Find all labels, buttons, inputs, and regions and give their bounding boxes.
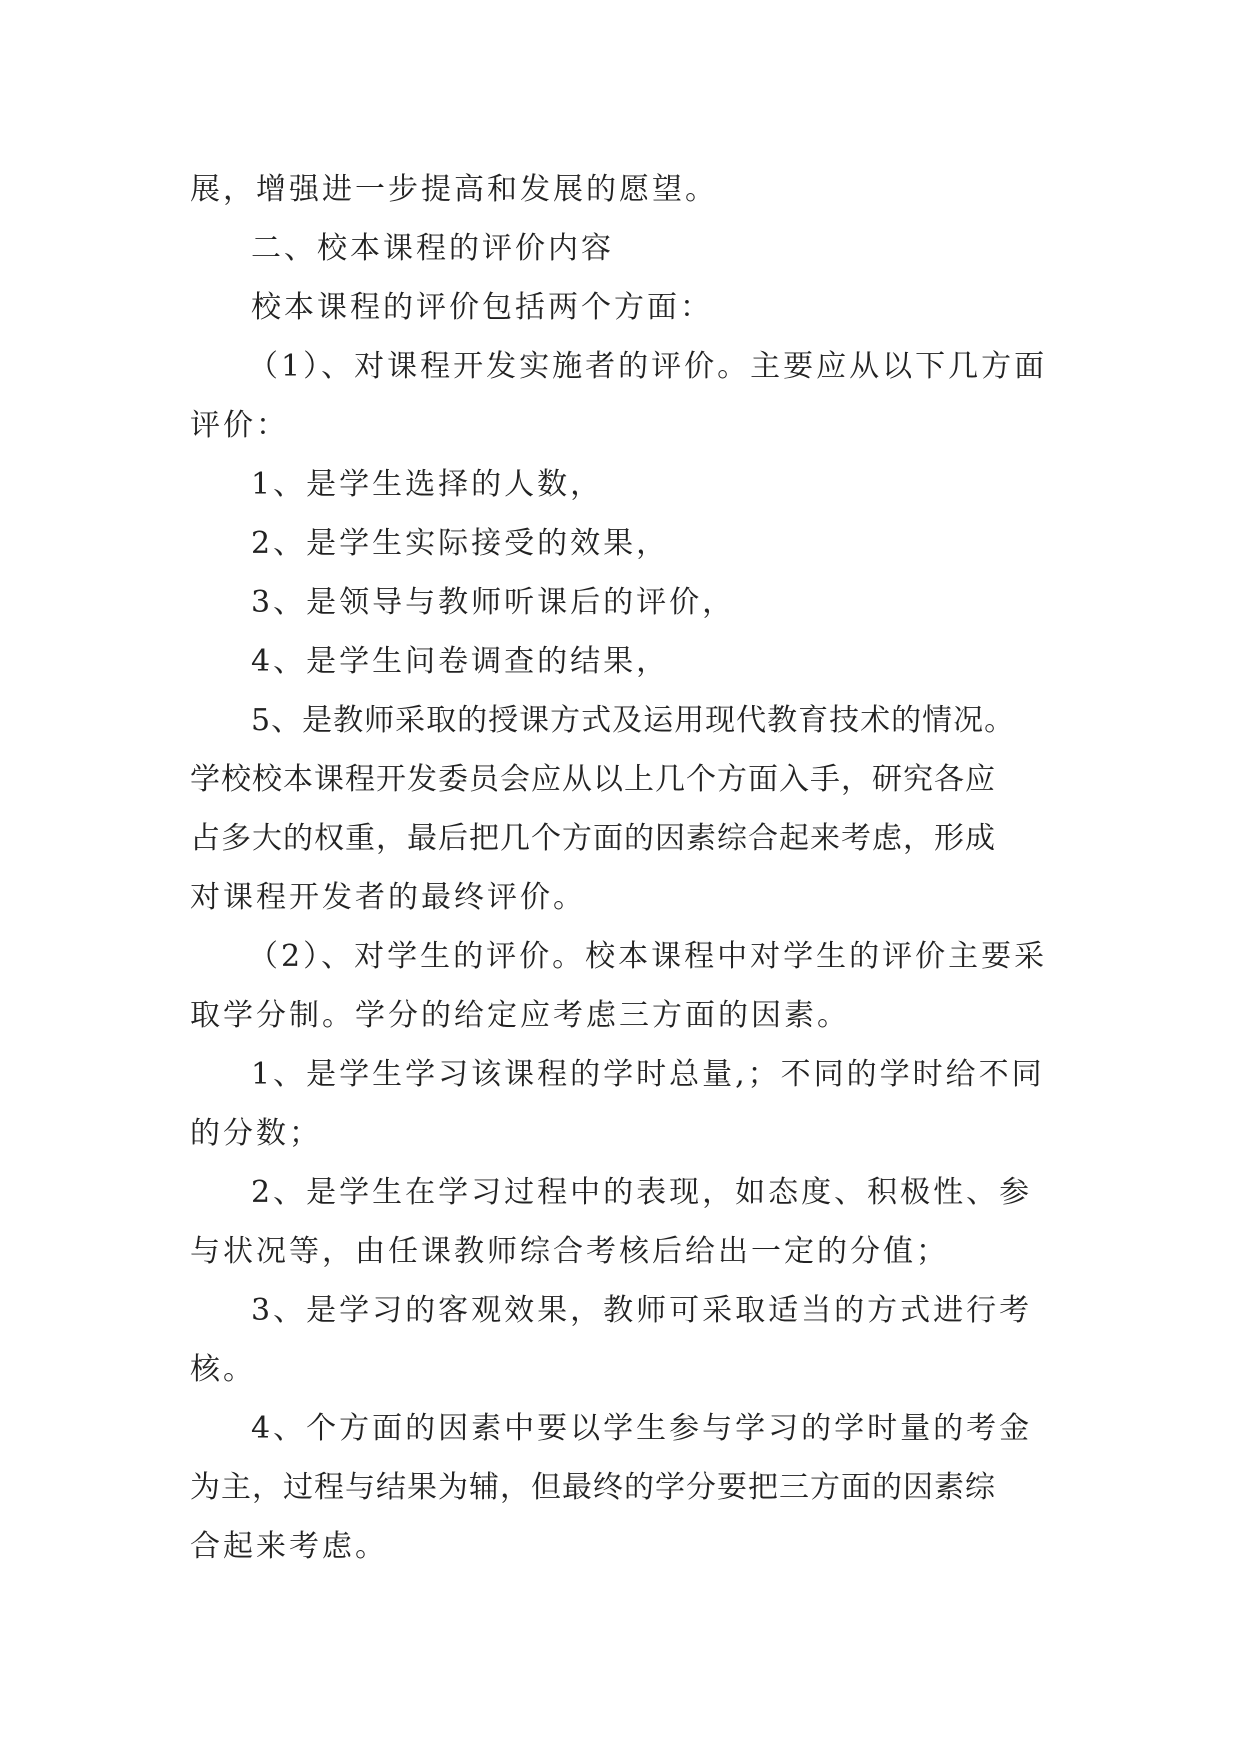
text-line: 对课程开发者的最终评价。 <box>190 880 586 915</box>
document-body <box>190 160 1060 1576</box>
text-line: 的分数； <box>190 1116 322 1151</box>
subsection-heading: （2）、对学生的评价。校本课程中对学生的评价主要采 <box>248 939 1048 974</box>
section-heading: 二、校本课程的评价内容 <box>251 231 614 266</box>
text-line: 评价： <box>190 408 289 443</box>
list-item: 5、是教师采取的授课方式及运用现代教育技术的情况。 <box>251 703 1016 738</box>
text-line: 核。 <box>190 1352 256 1387</box>
list-item: 3、是学习的客观效果，教师可采取适当的方式进行考 <box>251 1293 1033 1328</box>
text-line: 学校校本课程开发委员会应从以上几个方面入手，研究各应 <box>190 762 996 797</box>
text-line: 合起来考虑。 <box>190 1529 388 1564</box>
list-item: 4、个方面的因素中要以学生参与学习的学时量的考金 <box>251 1411 1033 1446</box>
text-line: 与状况等，由任课教师综合考核后给出一定的分值； <box>190 1234 949 1269</box>
subsection-heading: （1）、对课程开发实施者的评价。主要应从以下几方面 <box>248 349 1048 384</box>
text-line: 取学分制。学分的给定应考虑三方面的因素。 <box>190 998 850 1033</box>
text-line: 占多大的权重，最后把几个方面的因素综合起来考虑，形成 <box>190 821 996 856</box>
text-line: 校本课程的评价包括两个方面： <box>251 290 713 325</box>
list-item: 2、是学生在学习过程中的表现，如态度、积极性、参 <box>251 1175 1033 1210</box>
list-item: 1、是学生学习该课程的学时总量,；不同的学时给不同 <box>251 1057 1045 1092</box>
list-item: 1、是学生选择的人数， <box>251 467 604 502</box>
list-item: 4、是学生问卷调查的结果， <box>251 644 670 679</box>
text-line: 为主，过程与结果为辅，但最终的学分要把三方面的因素综 <box>190 1470 996 1505</box>
list-item: 2、是学生实际接受的效果， <box>251 526 670 561</box>
list-item: 3、是领导与教师听课后的评价， <box>251 585 736 620</box>
text-line: 展，增强进一步提高和发展的愿望。 <box>190 172 718 207</box>
